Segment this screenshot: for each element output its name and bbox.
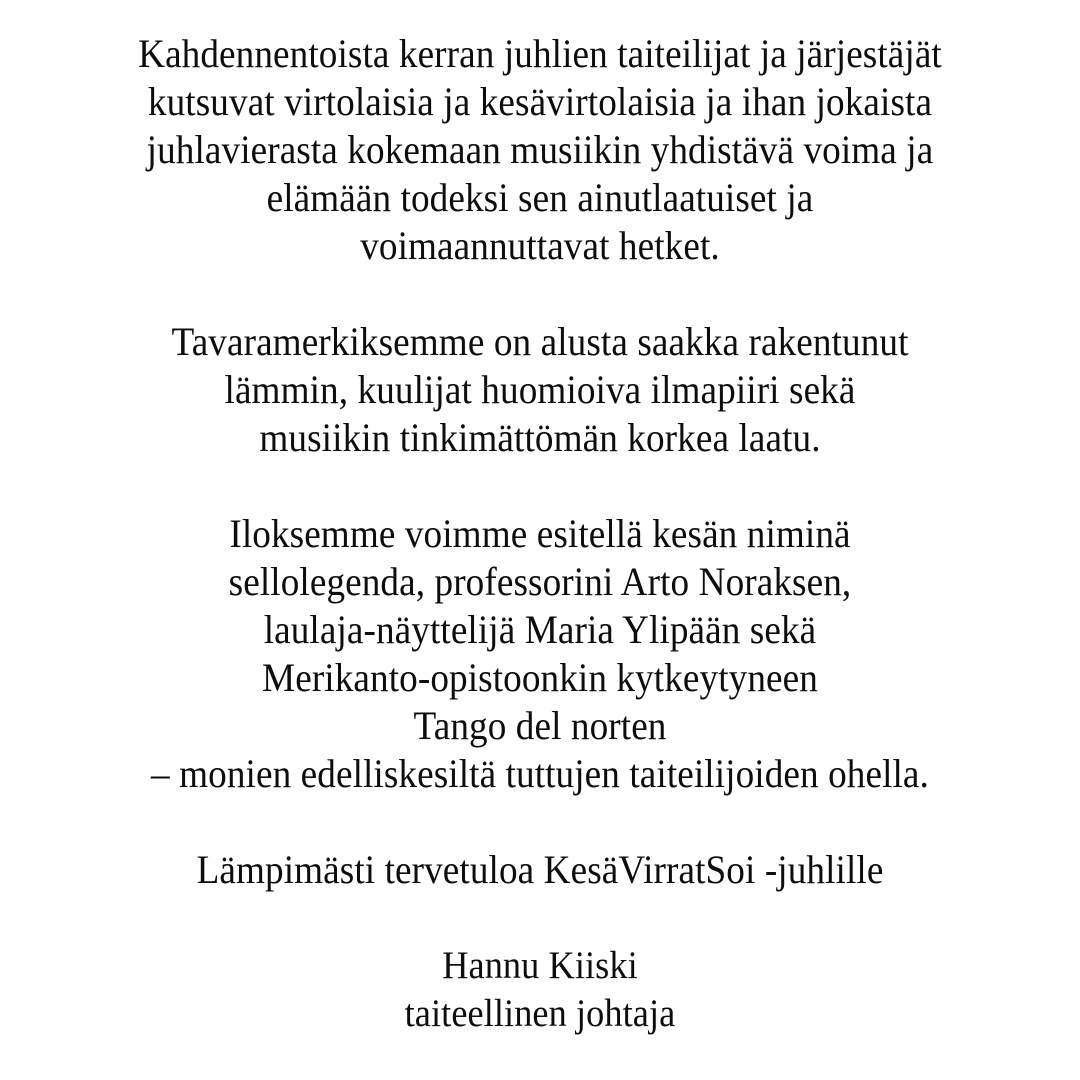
paragraph-welcome bbox=[0, 30, 1080, 270]
text-line: kutsuvat virtolaisia ja kesävirtolaisia ja ihan jokaista bbox=[147, 79, 933, 124]
signature-title: taiteellinen johtaja bbox=[404, 992, 676, 1035]
letter-body bbox=[0, 30, 1080, 1038]
text-line: Iloksemme voimme esitellä kesän niminä bbox=[229, 511, 851, 556]
text-line: musiikin tinkimättömän korkea laatu. bbox=[259, 415, 821, 460]
text-line: Tavaramerkiksemme on alusta saakka rakentunut bbox=[171, 319, 909, 364]
text-line: lämmin, kuulijat huomioiva ilmapiiri sekä bbox=[224, 367, 856, 412]
text-line: Merikanto-opistoonkin kytkeytyneen bbox=[262, 655, 818, 700]
paragraph-welcome-closing bbox=[0, 846, 1080, 894]
text-line: Kahdennentoista kerran juhlien taiteilijat ja järjestäjät bbox=[138, 31, 942, 76]
text-line: Lämpimästi tervetuloa KesäVirratSoi -juhlille bbox=[196, 847, 884, 892]
paragraph-signature bbox=[0, 942, 1080, 1038]
text-line: elämään todeksi sen ainutlaatuiset ja bbox=[266, 175, 814, 220]
text-line: Tango del norten bbox=[413, 703, 667, 748]
paragraph-trademark bbox=[0, 318, 1080, 462]
text-line: sellolegenda, professorini Arto Noraksen, bbox=[228, 559, 852, 604]
text-line: voimaannuttavat hetket. bbox=[360, 223, 720, 268]
text-line: laulaja-näyttelijä Maria Ylipään sekä bbox=[263, 607, 817, 652]
signature-name: Hannu Kiiski bbox=[442, 944, 638, 987]
text-line: juhlavierasta kokemaan musiikin yhdistävä voima ja bbox=[146, 127, 934, 172]
text-line: – monien edelliskesiltä tuttujen taiteilijoiden ohella. bbox=[151, 751, 929, 796]
paragraph-artists bbox=[0, 510, 1080, 798]
